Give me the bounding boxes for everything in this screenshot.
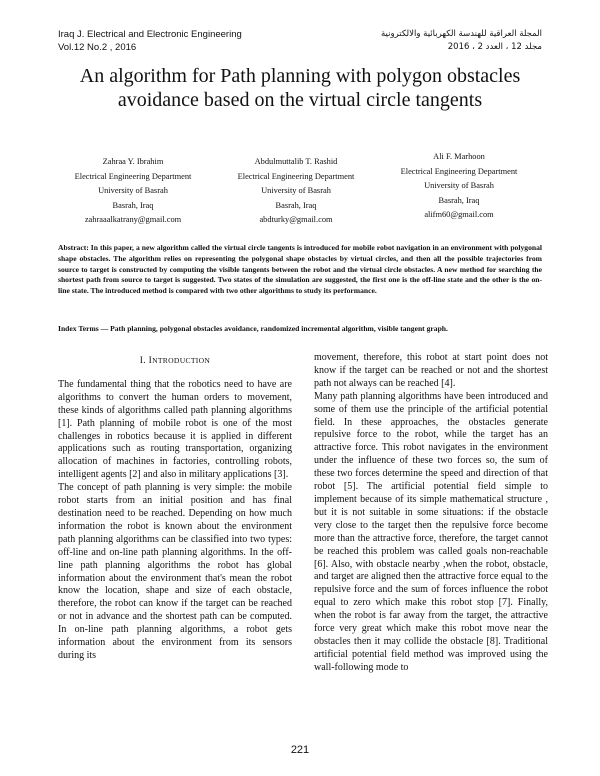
paragraph: movement, therefore, this robot at start point does not know if the target can be reached or not and the shortest path not always can be reached [4]. (314, 352, 548, 389)
author-email: alifm60@gmail.com (424, 210, 494, 220)
journal-issue-ar: مجلد 12 ، العدد 2 ، 2016 (447, 42, 542, 52)
journal-header-ar (381, 28, 542, 54)
author-dept: Electrical Engineering Department (237, 171, 355, 181)
author-univ: University of Basrah (98, 186, 168, 196)
paper-title: An algorithm for Path planning with polygon obstacles avoidance based on the virtual circle tangents (79, 65, 521, 111)
author-univ: University of Basrah (261, 186, 331, 196)
paragraph: Many path planning algorithms have been introduced and some of them use the principle of the artificial potential field. In these approaches, the obstacles generate repulsive force to the robot, while the target has an attractive force. This robot navigates in the environment under the influence of these two forces so, the sum of these two forces determine the speed and direction of that robot [5]. The artificial potential field simple to implement because of its simple mathematical structure , but it is not suitable in some situations: if the obstacle very close to the target then the repulsive force become more than the attractive force, therefore, the target cannot be reached this problem was called goals non-reachable [6]. Also, with obstacle nearby ,when the robot, obstacle, and target are aligned then the attractive force equal to the repulsive force and the sum of forces influence the robot equal to zero which make this robot stop [7]. Finally, when the robot is far away from the target, the attractive force very great which make this robot move near the obstacles then it may collide the obstacle [8]. Traditional artificial potential field method was improved using the wall-following mode to (314, 390, 548, 673)
author-name: Ali F. Marhoon (433, 152, 485, 161)
page-number: 221 (290, 744, 310, 756)
author-univ: University of Basrah (424, 181, 494, 191)
journal-name-en: Iraq J. Electrical and Electronic Engineering (58, 29, 242, 40)
author-city: Basrah, Iraq (112, 200, 154, 210)
left-column (58, 355, 292, 663)
author-block-3 (379, 150, 539, 223)
journal-issue-en: Vol.12 No.2 , 2016 (58, 42, 137, 53)
abstract: Abstract: In this paper, a new algorithm called the virtual circle tangents is introduced for mobile robot navigation in an environment with polygonal shape obstacles. The algorithm relies on representing the polygonal shape obstacles by virtual circles, and then all the possible trajectories from source to target is constructed by computing the visible tangents between the robot and the virtual circle obstacles. A new method for searching the shortest path from source to target is suggested. Two states of the simulation are suggested, the first one is the off-line state and the other is the on-line state. The introduced method is compared with two other algorithms to study its performance. (58, 243, 542, 296)
author-email: abdturky@gmail.com (259, 215, 333, 225)
author-block-1 (58, 155, 208, 228)
journal-name-ar: المجلة العراقية للهندسة الكهربائية والالكترونية (381, 29, 542, 39)
section-heading (58, 355, 292, 368)
paragraph: The fundamental thing that the robotics need to have are algorithms to convert the human orders to movement, these kinds of algorithms called path planning algorithms [1]. Path planning of mobile robot is one of the most challenges in robotics because it is applied in different applications such as routing transportation, organizing allocation of machines in factories, controlling robots, intelligent agents [2] and also in military applications [3]. (58, 378, 292, 481)
right-column (314, 352, 548, 675)
paragraph: The concept of path planning is very simple: the mobile robot starts from an initial position and has final destination need to be reached. Depending on how much information the robot is known about the environment path planning algorithms can be classified into two types: off-line and on-line path planning algorithms. In the off-line path planning algorithms the robot has global information about the environment that's mean the robot know the location, shape and size of each obstacle, therefore, the robot can know if the target can be reached or not in advance and the shortest path can be computed. In on-line path planning algorithms, a robot gets information about the environment from its sensors during its (58, 482, 292, 661)
author-city: Basrah, Iraq (438, 195, 480, 205)
author-email: zahraaalkatrany@gmail.com (84, 215, 182, 225)
author-name: Zahraa Y. Ibrahim (102, 157, 164, 166)
index-terms: Index Terms — Path planning, polygonal obstacles avoidance, randomized incremental algorithm, visible tangent graph. (58, 324, 448, 333)
author-block-2 (221, 155, 371, 228)
section-heading-rest: NTRODUCTION (152, 356, 211, 365)
section-heading-number: I. I (139, 356, 153, 366)
author-city: Basrah, Iraq (275, 200, 317, 210)
author-dept: Electrical Engineering Department (400, 166, 518, 176)
journal-header-en (58, 28, 242, 54)
author-dept: Electrical Engineering Department (74, 171, 192, 181)
author-name: Abdulmuttalib T. Rashid (254, 157, 338, 166)
